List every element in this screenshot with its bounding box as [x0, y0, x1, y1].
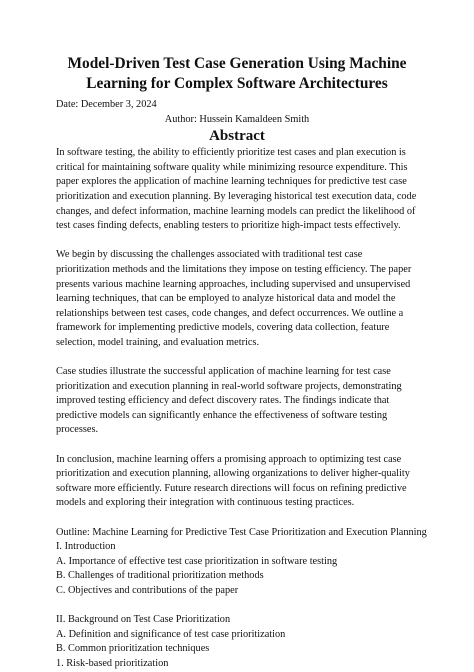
outline-heading: Outline: Machine Learning for Predictive Test Case Prioritization and Execution Planning [56, 526, 427, 538]
abstract-heading: Abstract [209, 128, 265, 145]
outline-item: 1. Risk-based prioritization [56, 657, 169, 669]
paper-author: Author: Hussein Kamaldeen Smith [164, 113, 310, 125]
outline-spacer [56, 599, 418, 614]
abstract-paragraph-3: Case studies illustrate the successful application of machine learning for test case prioritization and execution planning in real-world software projects, demonstrating improved testing efficiency and defect discovery rates. The findings indicate that predictive models can significantly enhance the effectiveness of software testing processes. [56, 366, 402, 436]
abstract-paragraph-2: We begin by discussing the challenges associated with traditional test case prioritization methods and the limitations they impose on testing efficiency. The paper presents various machine learning approaches, including supervised and unsupervised learning techniques, that can be employed to analyze historical data and model the relationships between test cases, code changes, and defect occurrences. We outline a framework for implementing predictive models, covering data collection, feature selection, model training, and evaluation metrics. [56, 249, 412, 348]
paper-title: Model-Driven Test Case Generation Using Machine Learning for Complex Software Architectures [67, 55, 407, 92]
outline-item: B. Challenges of traditional prioritization methods [56, 570, 264, 582]
abstract-paragraph-1: In software testing, the ability to efficiently prioritize test cases and plan execution is critical for maintaining software quality while minimizing resource expenditure. This paper explores the application of machine learning techniques for predictive test case prioritization and execution planning. By leveraging historical test execution data, code changes, and defect information, machine learning models can predict the likelihood of test cases finding defects, enabling testers to prioritize high-impact tests effectively. [56, 147, 417, 232]
outline-item: A. Importance of effective test case prioritization in software testing [56, 555, 338, 567]
outline-item: A. Definition and significance of test case prioritization [56, 628, 286, 640]
outline-section-1-title: I. Introduction [56, 541, 116, 553]
outline-section-2-title: II. Background on Test Case Prioritization [56, 614, 231, 626]
abstract-paragraph-4: In conclusion, machine learning offers a promising approach to optimizing test case prioritization and execution planning, allowing organizations to deliver higher-quality software more efficiently. Future research directions will focus on refining predictive models and exploring their integration with continuous testing practices. [56, 453, 410, 509]
paper-date: Date: December 3, 2024 [56, 99, 157, 110]
outline-item: C. Objectives and contributions of the paper [56, 585, 239, 596]
outline [56, 526, 427, 672]
outline-item: B. Common prioritization techniques [56, 643, 210, 655]
